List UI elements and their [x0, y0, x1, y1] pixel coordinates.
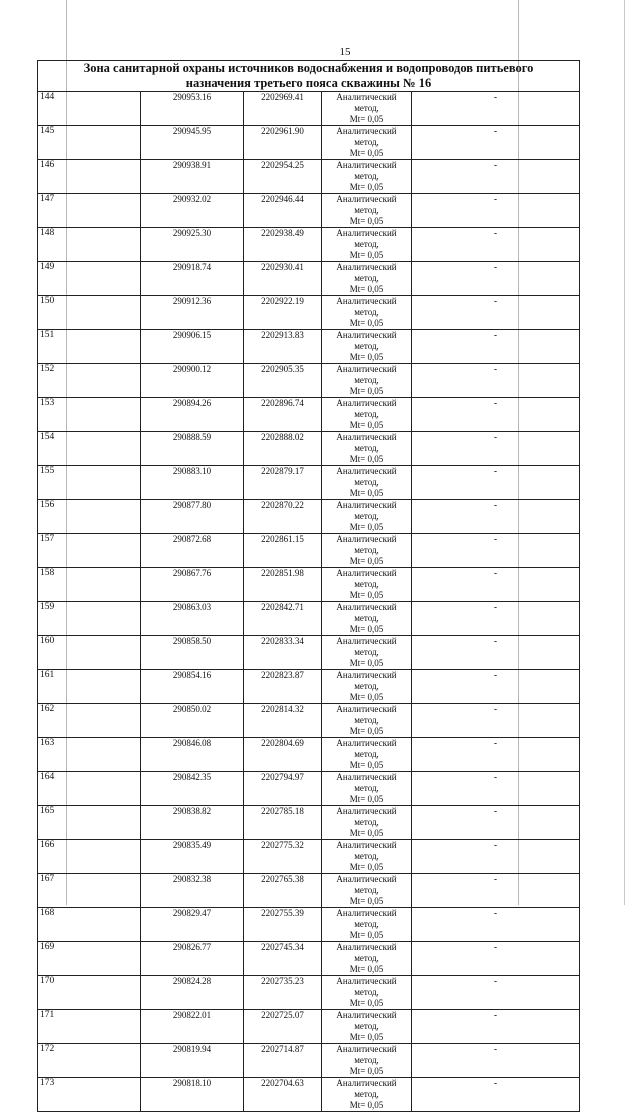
table-row: [38, 568, 580, 602]
method-cell: [322, 432, 412, 466]
method-accuracy: Mt= 0,05: [349, 794, 384, 804]
table-title: [38, 61, 580, 92]
coordinate-x: 290818.10: [141, 1078, 244, 1112]
method-accuracy: Mt= 0,05: [349, 1066, 384, 1076]
table-body: [38, 92, 580, 1112]
method-accuracy: Mt= 0,05: [349, 522, 384, 532]
mark-cell: -: [412, 772, 580, 806]
method-cell: [322, 466, 412, 500]
method-cell: [322, 500, 412, 534]
method-cell: [322, 1044, 412, 1078]
method-cell: [322, 398, 412, 432]
coordinate-x: 290867.76: [141, 568, 244, 602]
coordinate-x: 290912.36: [141, 296, 244, 330]
point-number: 166: [38, 840, 141, 874]
method-accuracy: Mt= 0,05: [349, 658, 384, 668]
method-label: Аналитический метод,: [336, 466, 397, 487]
method-label: Аналитический метод,: [336, 806, 397, 827]
table-row: [38, 1078, 580, 1112]
coordinate-y: 2202913.83: [244, 330, 322, 364]
method-accuracy: Mt= 0,05: [349, 488, 384, 498]
coordinate-x: 290872.68: [141, 534, 244, 568]
table-row: [38, 874, 580, 908]
point-number: 147: [38, 194, 141, 228]
table-row: [38, 1044, 580, 1078]
table-row: [38, 500, 580, 534]
method-label: Аналитический метод,: [336, 398, 397, 419]
method-cell: [322, 1078, 412, 1112]
point-number: 168: [38, 908, 141, 942]
method-cell: [322, 92, 412, 126]
coordinate-x: 290854.16: [141, 670, 244, 704]
point-number: 145: [38, 126, 141, 160]
point-number: 149: [38, 262, 141, 296]
table-row: [38, 534, 580, 568]
method-label: Аналитический метод,: [336, 534, 397, 555]
table-row: [38, 194, 580, 228]
mark-cell: -: [412, 704, 580, 738]
method-label: Аналитический метод,: [336, 262, 397, 283]
method-cell: [322, 568, 412, 602]
coordinate-x: 290894.26: [141, 398, 244, 432]
coordinate-x: 290938.91: [141, 160, 244, 194]
method-label: Аналитический метод,: [336, 364, 397, 385]
coordinate-x: 290932.02: [141, 194, 244, 228]
point-number: 164: [38, 772, 141, 806]
coordinate-y: 2202735.23: [244, 976, 322, 1010]
table-row: [38, 976, 580, 1010]
point-number: 161: [38, 670, 141, 704]
mark-cell: -: [412, 1044, 580, 1078]
method-accuracy: Mt= 0,05: [349, 318, 384, 328]
coordinate-x: 290822.01: [141, 1010, 244, 1044]
coordinate-y: 2202765.38: [244, 874, 322, 908]
method-cell: [322, 330, 412, 364]
coordinate-x: 290925.30: [141, 228, 244, 262]
coordinate-y: 2202704.63: [244, 1078, 322, 1112]
method-accuracy: Mt= 0,05: [349, 590, 384, 600]
method-accuracy: Mt= 0,05: [349, 862, 384, 872]
method-accuracy: Mt= 0,05: [349, 114, 384, 124]
page-number: 15: [339, 46, 351, 58]
point-number: 154: [38, 432, 141, 466]
mark-cell: -: [412, 398, 580, 432]
method-cell: [322, 126, 412, 160]
table-row: [38, 772, 580, 806]
table-row: [38, 330, 580, 364]
mark-cell: -: [412, 432, 580, 466]
mark-cell: -: [412, 296, 580, 330]
method-label: Аналитический метод,: [336, 874, 397, 895]
method-accuracy: Mt= 0,05: [349, 624, 384, 634]
method-label: Аналитический метод,: [336, 296, 397, 317]
point-number: 163: [38, 738, 141, 772]
method-label: Аналитический метод,: [336, 772, 397, 793]
coordinate-x: 290883.10: [141, 466, 244, 500]
coordinate-x: 290824.28: [141, 976, 244, 1010]
table-row: [38, 602, 580, 636]
point-number: 169: [38, 942, 141, 976]
mark-cell: -: [412, 500, 580, 534]
method-accuracy: Mt= 0,05: [349, 352, 384, 362]
coordinate-x: 290863.03: [141, 602, 244, 636]
coordinate-x: 290900.12: [141, 364, 244, 398]
method-accuracy: Mt= 0,05: [349, 386, 384, 396]
coordinate-y: 2202896.74: [244, 398, 322, 432]
point-number: 162: [38, 704, 141, 738]
method-label: Аналитический метод,: [336, 976, 397, 997]
mark-cell: -: [412, 840, 580, 874]
table-title-line-2: назначения третьего пояса скважины № 16: [185, 76, 432, 90]
method-label: Аналитический метод,: [336, 568, 397, 589]
point-number: 165: [38, 806, 141, 840]
table-row: [38, 262, 580, 296]
coordinate-y: 2202725.07: [244, 1010, 322, 1044]
point-number: 170: [38, 976, 141, 1010]
coordinate-y: 2202794.97: [244, 772, 322, 806]
coordinate-y: 2202842.71: [244, 602, 322, 636]
point-number: 167: [38, 874, 141, 908]
table-title-row: [38, 61, 580, 92]
method-cell: [322, 670, 412, 704]
point-number: 172: [38, 1044, 141, 1078]
point-number: 144: [38, 92, 141, 126]
coordinate-x: 290829.47: [141, 908, 244, 942]
coordinate-y: 2202785.18: [244, 806, 322, 840]
coordinate-x: 290918.74: [141, 262, 244, 296]
method-label: Аналитический метод,: [336, 330, 397, 351]
mark-cell: -: [412, 194, 580, 228]
method-cell: [322, 602, 412, 636]
coordinate-x: 290850.02: [141, 704, 244, 738]
mark-cell: -: [412, 534, 580, 568]
point-number: 171: [38, 1010, 141, 1044]
point-number: 158: [38, 568, 141, 602]
coordinate-y: 2202954.25: [244, 160, 322, 194]
point-number: 157: [38, 534, 141, 568]
point-number: 155: [38, 466, 141, 500]
coordinate-y: 2202870.22: [244, 500, 322, 534]
coordinate-y: 2202969.41: [244, 92, 322, 126]
method-label: Аналитический метод,: [336, 738, 397, 759]
method-accuracy: Mt= 0,05: [349, 420, 384, 430]
mark-cell: -: [412, 364, 580, 398]
coordinate-y: 2202930.41: [244, 262, 322, 296]
coordinate-y: 2202938.49: [244, 228, 322, 262]
coordinate-y: 2202861.15: [244, 534, 322, 568]
method-accuracy: Mt= 0,05: [349, 1032, 384, 1042]
coordinate-y: 2202879.17: [244, 466, 322, 500]
method-cell: [322, 296, 412, 330]
mark-cell: -: [412, 806, 580, 840]
coordinate-y: 2202922.19: [244, 296, 322, 330]
mark-cell: -: [412, 874, 580, 908]
point-number: 153: [38, 398, 141, 432]
method-accuracy: Mt= 0,05: [349, 556, 384, 566]
mark-cell: -: [412, 228, 580, 262]
coordinate-y: 2202714.87: [244, 1044, 322, 1078]
point-number: 151: [38, 330, 141, 364]
method-accuracy: Mt= 0,05: [349, 216, 384, 226]
mark-cell: -: [412, 942, 580, 976]
table-row: [38, 704, 580, 738]
method-accuracy: Mt= 0,05: [349, 930, 384, 940]
table-row: [38, 432, 580, 466]
coordinate-y: 2202814.32: [244, 704, 322, 738]
method-label: Аналитический метод,: [336, 636, 397, 657]
method-label: Аналитический метод,: [336, 126, 397, 147]
point-number: 146: [38, 160, 141, 194]
coordinate-x: 290877.80: [141, 500, 244, 534]
coordinate-x: 290945.95: [141, 126, 244, 160]
coordinate-x: 290826.77: [141, 942, 244, 976]
table-row: [38, 160, 580, 194]
table-row: [38, 92, 580, 126]
coordinate-x: 290838.82: [141, 806, 244, 840]
method-label: Аналитический метод,: [336, 194, 397, 215]
method-cell: [322, 874, 412, 908]
table-row: [38, 364, 580, 398]
method-accuracy: Mt= 0,05: [349, 250, 384, 260]
method-cell: [322, 806, 412, 840]
coordinate-x: 290846.08: [141, 738, 244, 772]
mark-cell: -: [412, 92, 580, 126]
point-number: 173: [38, 1078, 141, 1112]
method-cell: [322, 364, 412, 398]
method-cell: [322, 942, 412, 976]
point-number: 148: [38, 228, 141, 262]
coordinate-x: 290832.38: [141, 874, 244, 908]
method-accuracy: Mt= 0,05: [349, 148, 384, 158]
coordinate-x: 290953.16: [141, 92, 244, 126]
table-row: [38, 670, 580, 704]
coordinate-y: 2202851.98: [244, 568, 322, 602]
coordinate-x: 290842.35: [141, 772, 244, 806]
method-label: Аналитический метод,: [336, 1078, 397, 1099]
mark-cell: -: [412, 160, 580, 194]
method-cell: [322, 704, 412, 738]
method-label: Аналитический метод,: [336, 942, 397, 963]
method-accuracy: Mt= 0,05: [349, 454, 384, 464]
method-label: Аналитический метод,: [336, 1044, 397, 1065]
table-row: [38, 296, 580, 330]
table-row: [38, 398, 580, 432]
method-cell: [322, 636, 412, 670]
mark-cell: -: [412, 330, 580, 364]
table-row: [38, 228, 580, 262]
coordinate-x: 290888.59: [141, 432, 244, 466]
point-number: 152: [38, 364, 141, 398]
method-accuracy: Mt= 0,05: [349, 964, 384, 974]
coordinate-y: 2202823.87: [244, 670, 322, 704]
point-number: 159: [38, 602, 141, 636]
coordinate-y: 2202833.34: [244, 636, 322, 670]
mark-cell: -: [412, 738, 580, 772]
mark-cell: -: [412, 262, 580, 296]
coordinate-y: 2202905.35: [244, 364, 322, 398]
mark-cell: -: [412, 568, 580, 602]
mark-cell: -: [412, 602, 580, 636]
method-accuracy: Mt= 0,05: [349, 760, 384, 770]
mark-cell: -: [412, 636, 580, 670]
method-accuracy: Mt= 0,05: [349, 998, 384, 1008]
table-row: [38, 908, 580, 942]
method-label: Аналитический метод,: [336, 602, 397, 623]
coordinate-y: 2202961.90: [244, 126, 322, 160]
coordinate-x: 290835.49: [141, 840, 244, 874]
method-label: Аналитический метод,: [336, 160, 397, 181]
coordinate-y: 2202755.39: [244, 908, 322, 942]
method-cell: [322, 194, 412, 228]
table-row: [38, 840, 580, 874]
method-cell: [322, 534, 412, 568]
margin-line-edge: [624, 0, 625, 905]
mark-cell: -: [412, 976, 580, 1010]
method-label: Аналитический метод,: [336, 432, 397, 453]
coordinate-y: 2202745.34: [244, 942, 322, 976]
table-row: [38, 126, 580, 160]
method-cell: [322, 160, 412, 194]
method-cell: [322, 908, 412, 942]
table-row: [38, 1010, 580, 1044]
method-label: Аналитический метод,: [336, 840, 397, 861]
method-cell: [322, 1010, 412, 1044]
method-cell: [322, 738, 412, 772]
method-label: Аналитический метод,: [336, 1010, 397, 1031]
method-accuracy: Mt= 0,05: [349, 726, 384, 736]
method-label: Аналитический метод,: [336, 92, 397, 113]
point-number: 150: [38, 296, 141, 330]
coordinate-y: 2202804.69: [244, 738, 322, 772]
method-cell: [322, 976, 412, 1010]
coordinate-x: 290858.50: [141, 636, 244, 670]
method-label: Аналитический метод,: [336, 704, 397, 725]
mark-cell: -: [412, 908, 580, 942]
mark-cell: -: [412, 670, 580, 704]
coordinate-y: 2202946.44: [244, 194, 322, 228]
mark-cell: -: [412, 126, 580, 160]
method-accuracy: Mt= 0,05: [349, 896, 384, 906]
method-accuracy: Mt= 0,05: [349, 828, 384, 838]
method-label: Аналитический метод,: [336, 228, 397, 249]
table-row: [38, 738, 580, 772]
coordinate-y: 2202888.02: [244, 432, 322, 466]
table-row: [38, 636, 580, 670]
mark-cell: -: [412, 466, 580, 500]
point-number: 160: [38, 636, 141, 670]
method-label: Аналитический метод,: [336, 500, 397, 521]
method-cell: [322, 262, 412, 296]
method-accuracy: Mt= 0,05: [349, 1100, 384, 1110]
coordinate-y: 2202775.32: [244, 840, 322, 874]
coordinate-x: 290906.15: [141, 330, 244, 364]
method-cell: [322, 772, 412, 806]
coordinates-table: [37, 60, 580, 1112]
mark-cell: -: [412, 1078, 580, 1112]
method-accuracy: Mt= 0,05: [349, 182, 384, 192]
method-cell: [322, 228, 412, 262]
coordinate-x: 290819.94: [141, 1044, 244, 1078]
point-number: 156: [38, 500, 141, 534]
method-label: Аналитический метод,: [336, 670, 397, 691]
mark-cell: -: [412, 1010, 580, 1044]
table-row: [38, 806, 580, 840]
method-accuracy: Mt= 0,05: [349, 692, 384, 702]
table-row: [38, 466, 580, 500]
table-row: [38, 942, 580, 976]
method-accuracy: Mt= 0,05: [349, 284, 384, 294]
method-cell: [322, 840, 412, 874]
method-label: Аналитический метод,: [336, 908, 397, 929]
table-title-line-1: Зона санитарной охраны источников водоснабжения и водопроводов питьевого: [83, 61, 534, 75]
